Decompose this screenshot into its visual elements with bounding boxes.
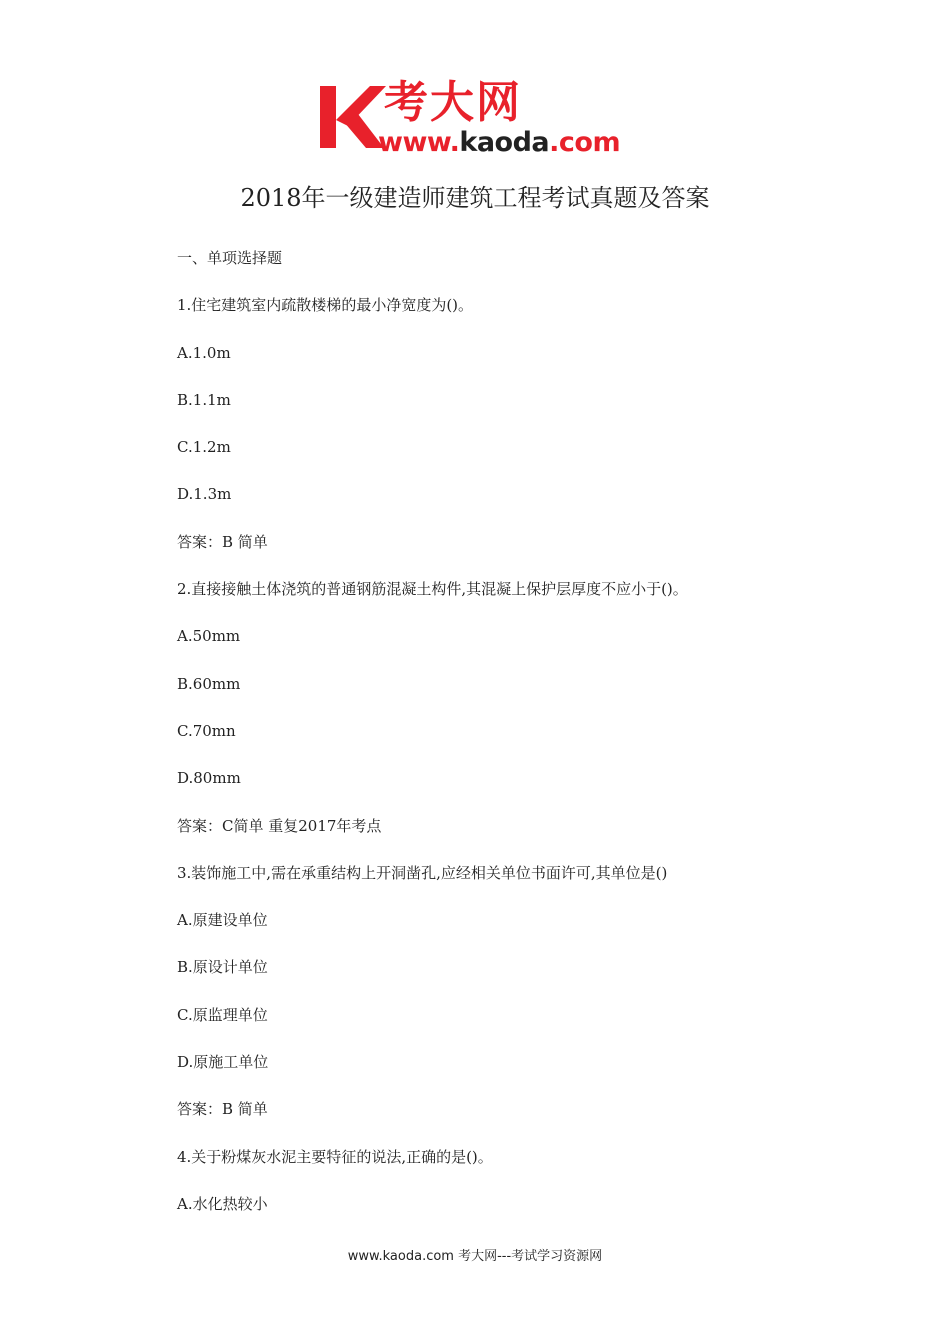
option-c: C.原监理单位 (177, 1005, 268, 1024)
option-a: A.水化热较小 (177, 1194, 268, 1213)
answer: 答案：B 简单 (177, 1100, 268, 1119)
logo-url (378, 126, 620, 160)
section-heading: 一、单项选择题 (177, 249, 283, 267)
option-b: B.原设计单位 (177, 958, 268, 977)
option-c: C.70mn (177, 721, 236, 740)
kaoda-logo (318, 78, 638, 160)
logo-url-prefix: www. (378, 127, 460, 158)
option-d: D.80mm (177, 769, 241, 788)
question-3: 3.装饰施工中,需在承重结构上开洞凿孔,应经相关单位书面许可,其单位是() (177, 863, 668, 882)
option-a: A.原建设单位 (177, 911, 268, 930)
option-c: C.1.2m (177, 438, 231, 457)
option-d: D.原施工单位 (177, 1053, 269, 1072)
answer: 答案：C简单 重复2017年考点 (177, 816, 382, 835)
question-1: 1.住宅建筑室内疏散楼梯的最小净宽度为()。 (177, 296, 474, 315)
option-a: A.1.0m (177, 343, 231, 362)
logo-url-suffix: .com (549, 127, 621, 158)
option-b: B.1.1m (177, 390, 231, 409)
document-body (177, 243, 877, 1236)
question-2: 2.直接接触土体浇筑的普通钢筋混凝土构件,其混凝上保护层厚度不应小于()。 (177, 580, 688, 599)
document-title: 2018年一级建造师建筑工程考试真题及答案 (240, 184, 710, 212)
option-a: A.50mm (177, 627, 241, 646)
logo-chinese-text: 考大网 (384, 77, 522, 128)
option-d: D.1.3m (177, 485, 232, 504)
logo-url-domain: kaoda (459, 127, 550, 158)
page-footer: www.kaoda.com 考大网---考试学习资源网 (347, 1249, 603, 1264)
answer: 答案：B 简单 (177, 532, 268, 551)
option-b: B.60mm (177, 674, 241, 693)
question-4: 4.关于粉煤灰水泥主要特征的说法,正确的是()。 (177, 1147, 493, 1166)
